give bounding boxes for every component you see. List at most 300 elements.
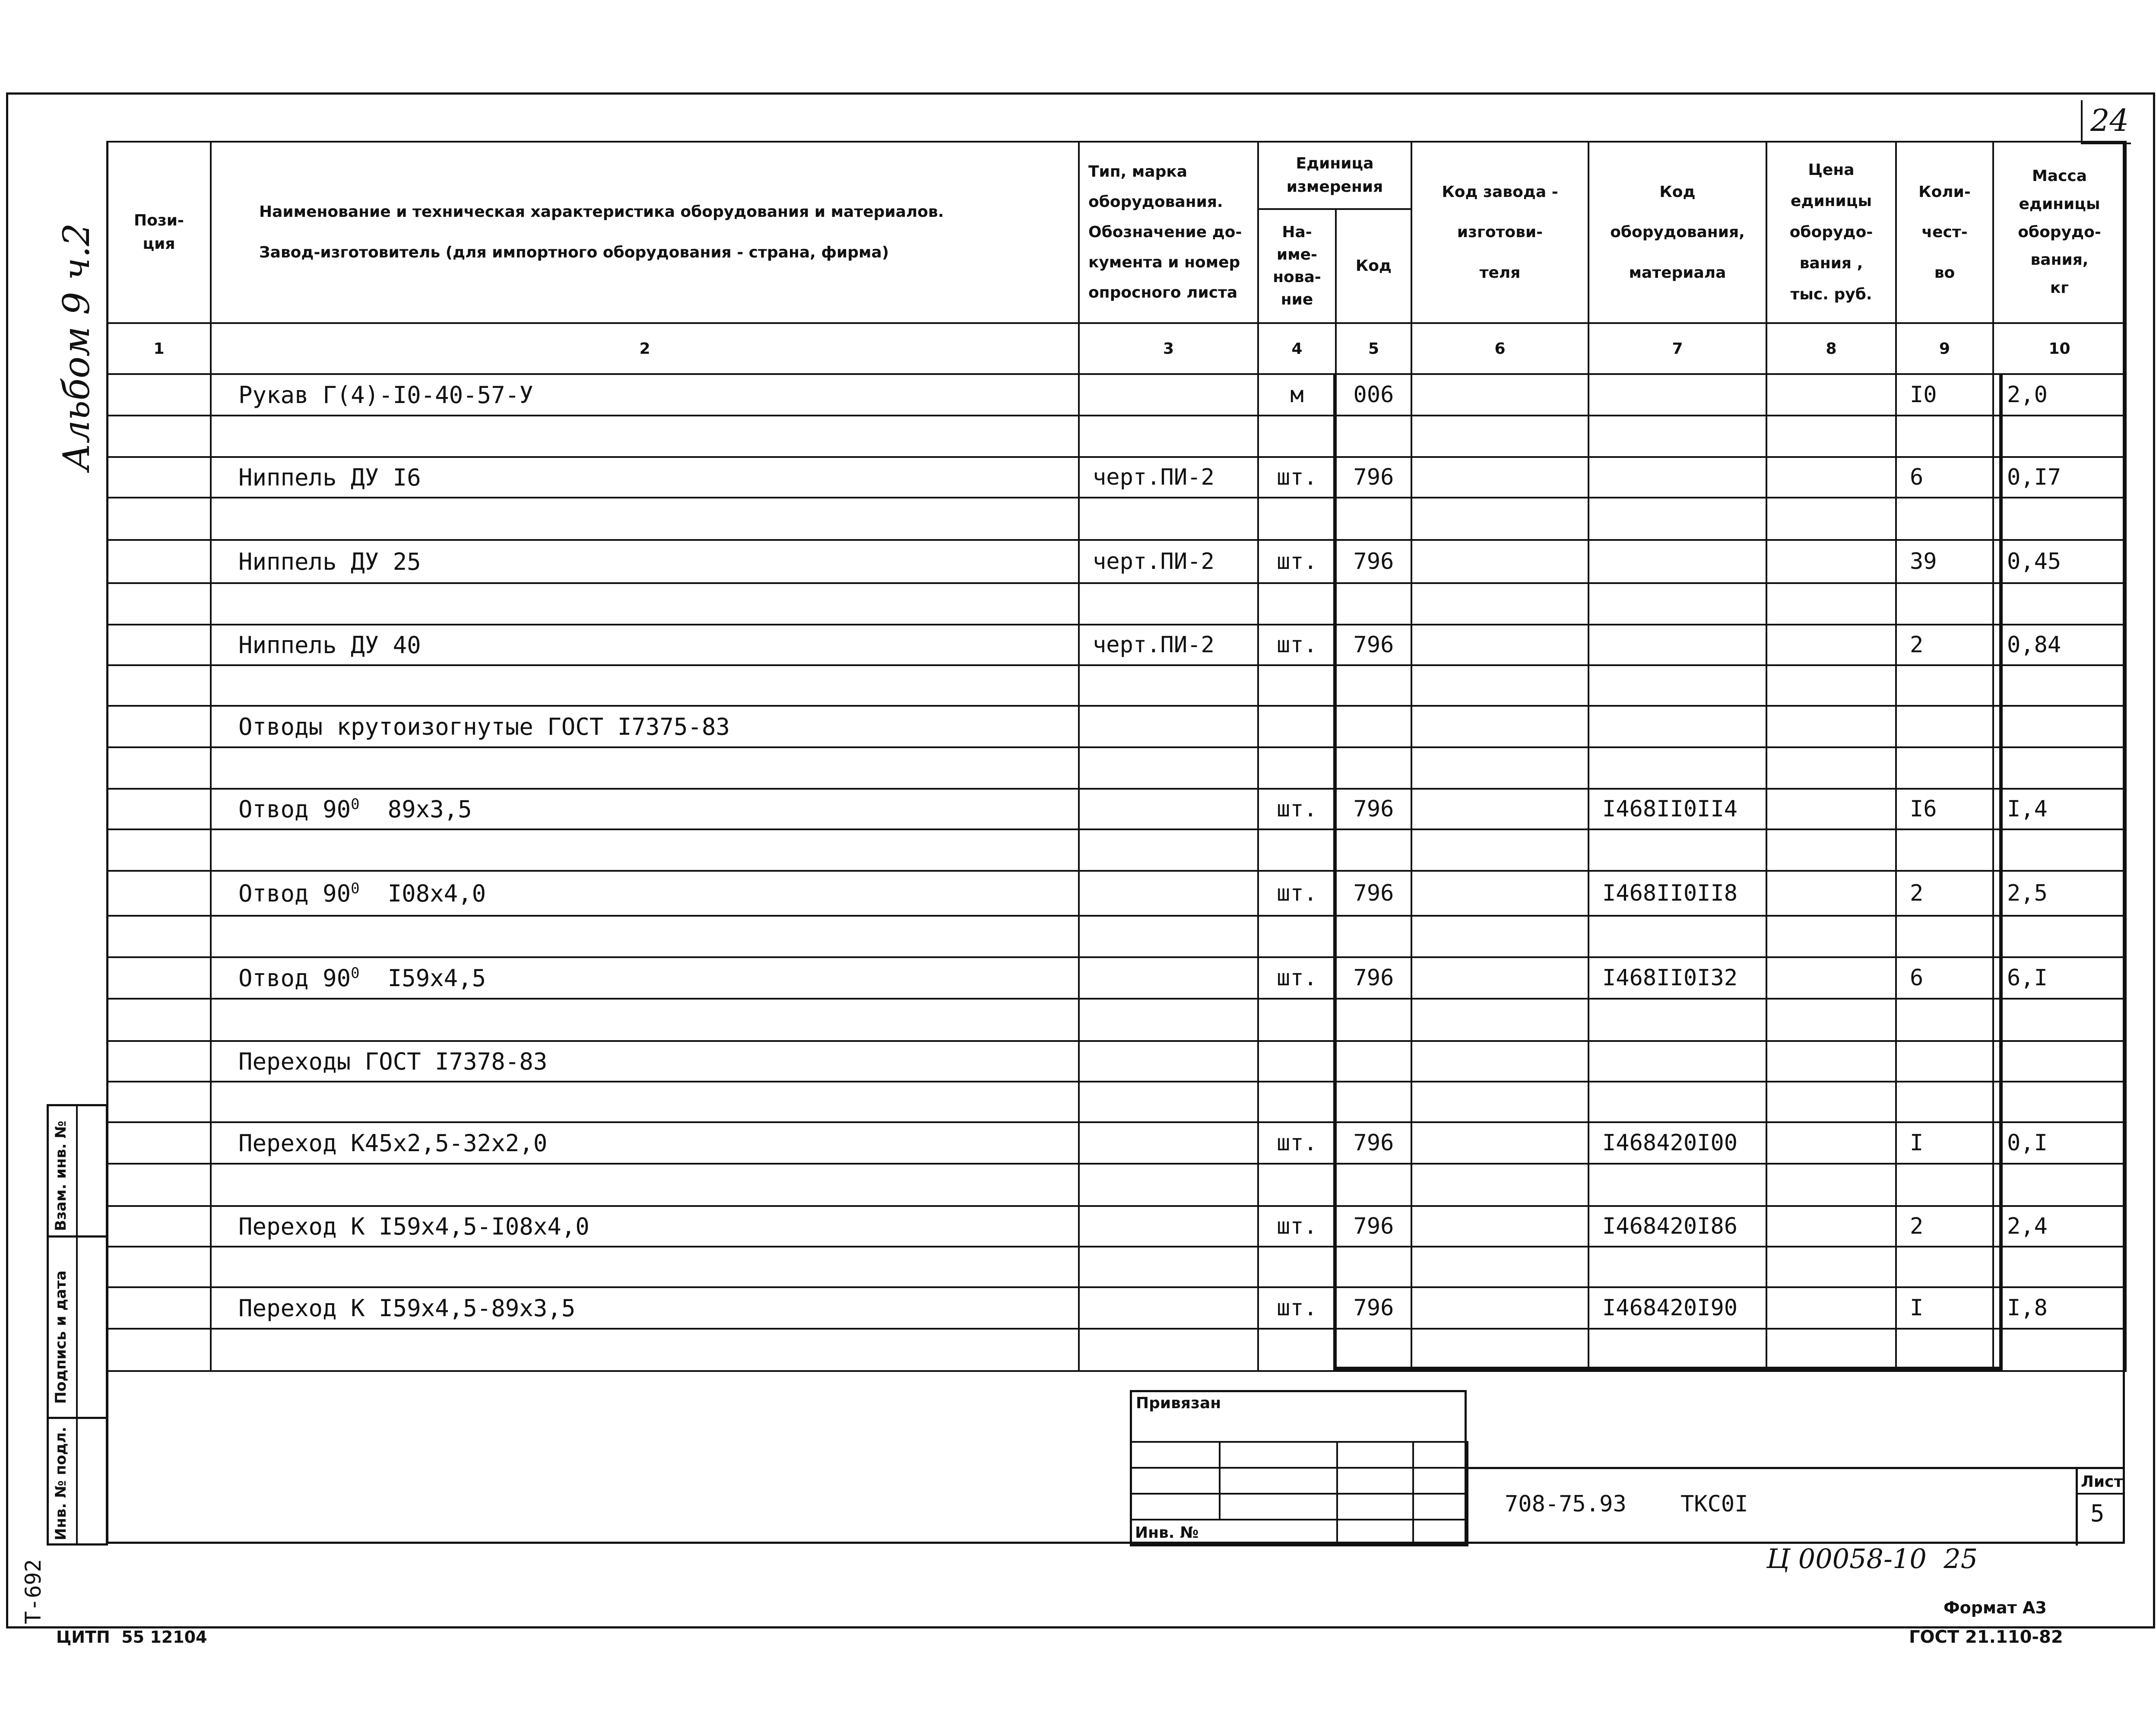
item-material-code — [1588, 706, 1766, 747]
item-factory-code — [1411, 1206, 1588, 1247]
empty-cell — [1588, 665, 1766, 706]
binding-cell — [1131, 1468, 1220, 1494]
empty-cell — [211, 829, 1079, 871]
side-stamp-divider — [76, 1104, 78, 1546]
binding-inv-label: Инв. № — [1135, 1524, 1199, 1542]
header-name: Наименование и техническая характеристика оборудования и материалов. Завод-изготовитель (для импортного оборудования - страна, фирма) — [211, 142, 1079, 323]
empty-cell — [1896, 1164, 1993, 1206]
item-factory-code — [1411, 374, 1588, 416]
spacer-row — [107, 498, 2126, 540]
table-row — [107, 1287, 2126, 1329]
item-name: Переход К I59х4,5-I08х4,0 — [211, 1206, 1079, 1247]
item-factory-code — [1411, 540, 1588, 583]
item-material-code: I468II0II8 — [1588, 871, 1766, 916]
item-material-code — [1588, 540, 1766, 583]
binding-cell — [1220, 1442, 1337, 1468]
item-factory-code — [1411, 1041, 1588, 1082]
empty-cell — [1588, 1082, 1766, 1122]
item-name-tail: I59х4,5 — [359, 964, 486, 992]
item-position — [107, 374, 211, 416]
empty-cell — [1411, 747, 1588, 789]
empty-cell — [1993, 583, 2126, 625]
item-position — [107, 1287, 211, 1329]
binding-cell — [1413, 1468, 1468, 1494]
side-stamp-vzam: Взам. инв. № — [52, 1120, 70, 1231]
item-factory-code — [1411, 706, 1588, 747]
item-name — [211, 871, 1079, 916]
item-unit: шт. — [1258, 625, 1336, 665]
item-unit-code: 796 — [1336, 457, 1411, 498]
empty-cell — [1411, 916, 1588, 957]
binding-cell — [1337, 1520, 1413, 1546]
empty-cell — [1896, 665, 1993, 706]
empty-cell — [211, 1082, 1079, 1122]
item-quantity — [1896, 1041, 1993, 1082]
empty-cell — [1258, 1082, 1336, 1122]
spacer-row — [107, 1164, 2126, 1206]
empty-cell — [1411, 1082, 1588, 1122]
item-unit-code: 796 — [1336, 789, 1411, 829]
binding-cell — [1413, 1442, 1468, 1468]
item-mass: 2,4 — [1993, 1206, 2126, 1247]
empty-cell — [1336, 665, 1411, 706]
item-name-text: Отвод 90 — [238, 879, 351, 907]
empty-cell — [1079, 1082, 1258, 1122]
item-unit — [1258, 706, 1336, 747]
empty-cell — [107, 1082, 211, 1122]
empty-cell — [1993, 1247, 2126, 1287]
table-row — [107, 706, 2126, 747]
empty-cell — [1079, 1247, 1258, 1287]
empty-cell — [1258, 1329, 1336, 1371]
empty-cell — [1258, 498, 1336, 540]
empty-cell — [1766, 498, 1896, 540]
item-material-code: I468420I00 — [1588, 1122, 1766, 1164]
spacer-row — [107, 747, 2126, 789]
empty-cell — [1336, 829, 1411, 871]
empty-cell — [1766, 416, 1896, 457]
empty-cell — [1588, 916, 1766, 957]
item-position — [107, 706, 211, 747]
item-price — [1766, 1287, 1896, 1329]
item-material-code: I468420I86 — [1588, 1206, 1766, 1247]
binding-cell — [1220, 1468, 1337, 1494]
empty-cell — [211, 583, 1079, 625]
item-doc: черт.ПИ-2 — [1079, 625, 1258, 665]
bold-line-col5-left — [1333, 374, 1337, 1368]
empty-cell — [1766, 1164, 1896, 1206]
empty-cell — [1336, 416, 1411, 457]
format-label: Формат А3 — [1944, 1598, 2047, 1617]
list-label: Лист — [2081, 1473, 2123, 1491]
item-mass: 0,I7 — [1993, 457, 2126, 498]
item-doc: черт.ПИ-2 — [1079, 457, 1258, 498]
col-num: 5 — [1336, 323, 1411, 374]
item-name-tail: 89х3,5 — [359, 795, 472, 823]
item-unit-code: 796 — [1336, 957, 1411, 999]
item-name: Переход К I59х4,5-89х3,5 — [211, 1287, 1079, 1329]
empty-cell — [1766, 747, 1896, 789]
doc-code: 708-75.93 ТКС0I — [1505, 1491, 1748, 1517]
col-num: 8 — [1766, 323, 1896, 374]
bold-line-bottom — [1333, 1367, 2003, 1370]
item-unit-code — [1336, 706, 1411, 747]
spacer-row — [107, 1082, 2126, 1122]
empty-cell — [1993, 1082, 2126, 1122]
side-stamp-inv: Инв. № подл. — [52, 1426, 70, 1540]
item-position — [107, 457, 211, 498]
item-mass: 0,I — [1993, 1122, 2126, 1164]
print-label: ЦИТП 55 12104 — [56, 1628, 207, 1647]
item-price — [1766, 1041, 1896, 1082]
empty-cell — [1411, 498, 1588, 540]
empty-cell — [1336, 583, 1411, 625]
item-unit: шт. — [1258, 457, 1336, 498]
empty-cell — [1079, 665, 1258, 706]
spacer-row — [107, 829, 2126, 871]
col-num: 6 — [1411, 323, 1588, 374]
item-unit: шт. — [1258, 1287, 1336, 1329]
item-unit: м — [1258, 374, 1336, 416]
empty-cell — [1588, 416, 1766, 457]
table-row — [107, 374, 2126, 416]
header-material-code: Код оборудования, материала — [1588, 142, 1766, 323]
item-name-text: Отвод 90 — [238, 964, 351, 992]
item-position — [107, 789, 211, 829]
empty-cell — [1896, 1247, 1993, 1287]
empty-cell — [1896, 498, 1993, 540]
item-unit-code: 796 — [1336, 1287, 1411, 1329]
col-num: 9 — [1896, 323, 1993, 374]
item-material-code: I468II0II4 — [1588, 789, 1766, 829]
item-doc — [1079, 1041, 1258, 1082]
item-unit-code: 796 — [1336, 540, 1411, 583]
empty-cell — [1336, 498, 1411, 540]
item-name — [211, 957, 1079, 999]
empty-cell — [1993, 999, 2126, 1041]
item-price — [1766, 789, 1896, 829]
side-stamp-podpis: Подпись и дата — [52, 1270, 70, 1404]
spacer-row — [107, 916, 2126, 957]
item-position — [107, 1122, 211, 1164]
col-num: 4 — [1258, 323, 1336, 374]
spacer-row — [107, 1247, 2126, 1287]
spacer-row — [107, 665, 2126, 706]
item-unit-code: 796 — [1336, 625, 1411, 665]
item-quantity: 6 — [1896, 957, 1993, 999]
binding-title: Привязан — [1136, 1394, 1221, 1412]
item-name: Ниппель ДУ 40 — [211, 625, 1079, 665]
empty-cell — [1993, 665, 2126, 706]
item-factory-code — [1411, 1122, 1588, 1164]
item-unit: шт. — [1258, 540, 1336, 583]
table-row — [107, 1122, 2126, 1164]
empty-cell — [1258, 665, 1336, 706]
item-doc — [1079, 1122, 1258, 1164]
empty-cell — [1258, 916, 1336, 957]
item-mass: 6,I — [1993, 957, 2126, 999]
empty-cell — [1079, 583, 1258, 625]
item-doc: черт.ПИ-2 — [1079, 540, 1258, 583]
item-doc — [1079, 706, 1258, 747]
item-quantity: 2 — [1896, 1206, 1993, 1247]
empty-cell — [1411, 829, 1588, 871]
item-position — [107, 957, 211, 999]
empty-cell — [1766, 583, 1896, 625]
empty-cell — [1258, 747, 1336, 789]
item-name: Рукав Г(4)-I0-40-57-У — [211, 374, 1079, 416]
item-factory-code — [1411, 789, 1588, 829]
empty-cell — [1411, 1329, 1588, 1371]
item-position — [107, 1206, 211, 1247]
item-position — [107, 871, 211, 916]
archive-code: Ц 00058-10 25 — [1766, 1543, 1978, 1574]
empty-cell — [107, 665, 211, 706]
empty-cell — [211, 416, 1079, 457]
empty-cell — [1766, 829, 1896, 871]
item-doc — [1079, 374, 1258, 416]
item-price — [1766, 957, 1896, 999]
header-unit-group: Единица измерения — [1258, 142, 1411, 209]
item-name: Ниппель ДУ I6 — [211, 457, 1079, 498]
form-code: Т-692 — [21, 1559, 46, 1624]
col-num: 7 — [1588, 323, 1766, 374]
empty-cell — [107, 583, 211, 625]
empty-cell — [1993, 498, 2126, 540]
empty-cell — [1766, 1329, 1896, 1371]
item-factory-code — [1411, 625, 1588, 665]
item-mass: 2,0 — [1993, 374, 2126, 416]
empty-cell — [1336, 1082, 1411, 1122]
empty-cell — [1079, 829, 1258, 871]
item-price — [1766, 625, 1896, 665]
empty-cell — [1336, 999, 1411, 1041]
item-material-code: I468II0I32 — [1588, 957, 1766, 999]
item-mass: 2,5 — [1993, 871, 2126, 916]
binding-grid — [1130, 1441, 1468, 1546]
empty-cell — [107, 916, 211, 957]
empty-cell — [107, 1329, 211, 1371]
empty-cell — [1993, 1164, 2126, 1206]
item-price — [1766, 1122, 1896, 1164]
item-price — [1766, 706, 1896, 747]
empty-cell — [107, 498, 211, 540]
spec-table — [106, 141, 2127, 1372]
col-num: 10 — [1993, 323, 2126, 374]
empty-cell — [1258, 416, 1336, 457]
table-row — [107, 789, 2126, 829]
empty-cell — [107, 416, 211, 457]
binding-cell — [1413, 1494, 1468, 1520]
list-number: 5 — [2090, 1500, 2105, 1527]
item-factory-code — [1411, 871, 1588, 916]
column-numbers-row — [107, 323, 2126, 374]
item-name: Ниппель ДУ 25 — [211, 540, 1079, 583]
empty-cell — [1766, 999, 1896, 1041]
empty-cell — [1588, 829, 1766, 871]
item-unit: шт. — [1258, 1206, 1336, 1247]
empty-cell — [1258, 999, 1336, 1041]
item-position — [107, 1041, 211, 1082]
degree-sup: 0 — [351, 879, 360, 897]
item-quantity: I0 — [1896, 374, 1993, 416]
empty-cell — [1588, 1329, 1766, 1371]
empty-cell — [1896, 583, 1993, 625]
item-mass: I,8 — [1993, 1287, 2126, 1329]
empty-cell — [1079, 416, 1258, 457]
degree-sup: 0 — [351, 795, 360, 813]
table-row — [107, 457, 2126, 498]
empty-cell — [1993, 1329, 2126, 1371]
album-label: Альбом 9 ч.2 — [55, 223, 98, 471]
item-mass — [1993, 1041, 2126, 1082]
item-unit: шт. — [1258, 871, 1336, 916]
spacer-row — [107, 1329, 2126, 1371]
empty-cell — [1993, 829, 2126, 871]
header-unit-name: На- име- нова- ние — [1258, 209, 1336, 323]
table-row — [107, 957, 2126, 999]
empty-cell — [1258, 1164, 1336, 1206]
item-unit: шт. — [1258, 1122, 1336, 1164]
empty-cell — [1993, 416, 2126, 457]
item-quantity: 2 — [1896, 871, 1993, 916]
spec-rows — [107, 374, 2126, 1371]
item-unit-code — [1336, 1041, 1411, 1082]
empty-cell — [1896, 1082, 1993, 1122]
header-position: Пози- ция — [107, 142, 211, 323]
header-price: Цена единицы оборудо- вания , тыс. руб. — [1766, 142, 1896, 323]
item-quantity: 39 — [1896, 540, 1993, 583]
empty-cell — [1896, 916, 1993, 957]
empty-cell — [1588, 747, 1766, 789]
empty-cell — [1079, 916, 1258, 957]
item-quantity: 6 — [1896, 457, 1993, 498]
table-row — [107, 1041, 2126, 1082]
item-material-code — [1588, 457, 1766, 498]
empty-cell — [1588, 1164, 1766, 1206]
empty-cell — [1411, 1247, 1588, 1287]
item-quantity: I6 — [1896, 789, 1993, 829]
bold-line-col9-right — [1999, 374, 2003, 1368]
col-num: 2 — [211, 323, 1079, 374]
empty-cell — [1766, 916, 1896, 957]
empty-cell — [211, 665, 1079, 706]
empty-cell — [1896, 999, 1993, 1041]
table-row — [107, 625, 2126, 665]
item-material-code — [1588, 374, 1766, 416]
item-factory-code — [1411, 1287, 1588, 1329]
item-name-text: Отвод 90 — [238, 795, 351, 823]
empty-cell — [1336, 1247, 1411, 1287]
item-name — [211, 789, 1079, 829]
empty-cell — [1766, 1082, 1896, 1122]
empty-cell — [1896, 747, 1993, 789]
item-doc — [1079, 1206, 1258, 1247]
empty-cell — [1993, 747, 2126, 789]
empty-cell — [1766, 1247, 1896, 1287]
item-unit-code: 796 — [1336, 871, 1411, 916]
header-type: Тип, марка оборудования. Обозначение до- кумента и номер опросного листа — [1079, 142, 1258, 323]
binding-cell — [1413, 1520, 1468, 1546]
empty-cell — [1336, 916, 1411, 957]
binding-cell — [1337, 1494, 1413, 1520]
item-price — [1766, 457, 1896, 498]
empty-cell — [1411, 1164, 1588, 1206]
item-material-code — [1588, 1041, 1766, 1082]
empty-cell — [211, 1247, 1079, 1287]
empty-cell — [1896, 1329, 1993, 1371]
item-unit-code: 796 — [1336, 1206, 1411, 1247]
header-quantity: Коли- чест- во — [1896, 142, 1993, 323]
item-mass: 0,45 — [1993, 540, 2126, 583]
binding-inv-cell — [1131, 1520, 1337, 1546]
empty-cell — [211, 1164, 1079, 1206]
item-doc — [1079, 871, 1258, 916]
item-mass: I,4 — [1993, 789, 2126, 829]
spacer-row — [107, 416, 2126, 457]
empty-cell — [1411, 999, 1588, 1041]
binding-cell — [1131, 1494, 1220, 1520]
empty-cell — [107, 829, 211, 871]
binding-cell — [1337, 1468, 1413, 1494]
empty-cell — [1258, 829, 1336, 871]
empty-cell — [1588, 583, 1766, 625]
empty-cell — [1079, 498, 1258, 540]
item-unit: шт. — [1258, 789, 1336, 829]
item-mass: 0,84 — [1993, 625, 2126, 665]
item-price — [1766, 871, 1896, 916]
item-quantity: I — [1896, 1287, 1993, 1329]
binding-cell — [1131, 1442, 1220, 1468]
item-material-code — [1588, 625, 1766, 665]
empty-cell — [1336, 1164, 1411, 1206]
empty-cell — [1079, 747, 1258, 789]
empty-cell — [211, 498, 1079, 540]
empty-cell — [1336, 1329, 1411, 1371]
binding-cell — [1220, 1494, 1337, 1520]
table-row — [107, 871, 2126, 916]
item-price — [1766, 1206, 1896, 1247]
col-num: 1 — [107, 323, 211, 374]
item-name: Отводы крутоизогнутые ГОСТ I7375-83 — [211, 706, 1079, 747]
empty-cell — [1896, 829, 1993, 871]
empty-cell — [1766, 665, 1896, 706]
item-factory-code — [1411, 957, 1588, 999]
header-factory-code: Код завода - изготови- теля — [1411, 142, 1588, 323]
header-unit-code: Код — [1336, 209, 1411, 323]
empty-cell — [211, 1329, 1079, 1371]
empty-cell — [107, 1164, 211, 1206]
item-unit: шт. — [1258, 957, 1336, 999]
item-name: Переход К45х2,5-32х2,0 — [211, 1122, 1079, 1164]
item-factory-code — [1411, 457, 1588, 498]
table-row — [107, 540, 2126, 583]
empty-cell — [1258, 1247, 1336, 1287]
spacer-row — [107, 999, 2126, 1041]
item-price — [1766, 374, 1896, 416]
table-row — [107, 1206, 2126, 1247]
item-name-tail: I08х4,0 — [359, 879, 486, 907]
empty-cell — [107, 747, 211, 789]
empty-cell — [1258, 583, 1336, 625]
item-unit-code: 796 — [1336, 1122, 1411, 1164]
spacer-row — [107, 583, 2126, 625]
item-unit — [1258, 1041, 1336, 1082]
empty-cell — [1588, 1247, 1766, 1287]
empty-cell — [1079, 1164, 1258, 1206]
empty-cell — [1411, 416, 1588, 457]
side-stamp-sep — [47, 1417, 108, 1419]
